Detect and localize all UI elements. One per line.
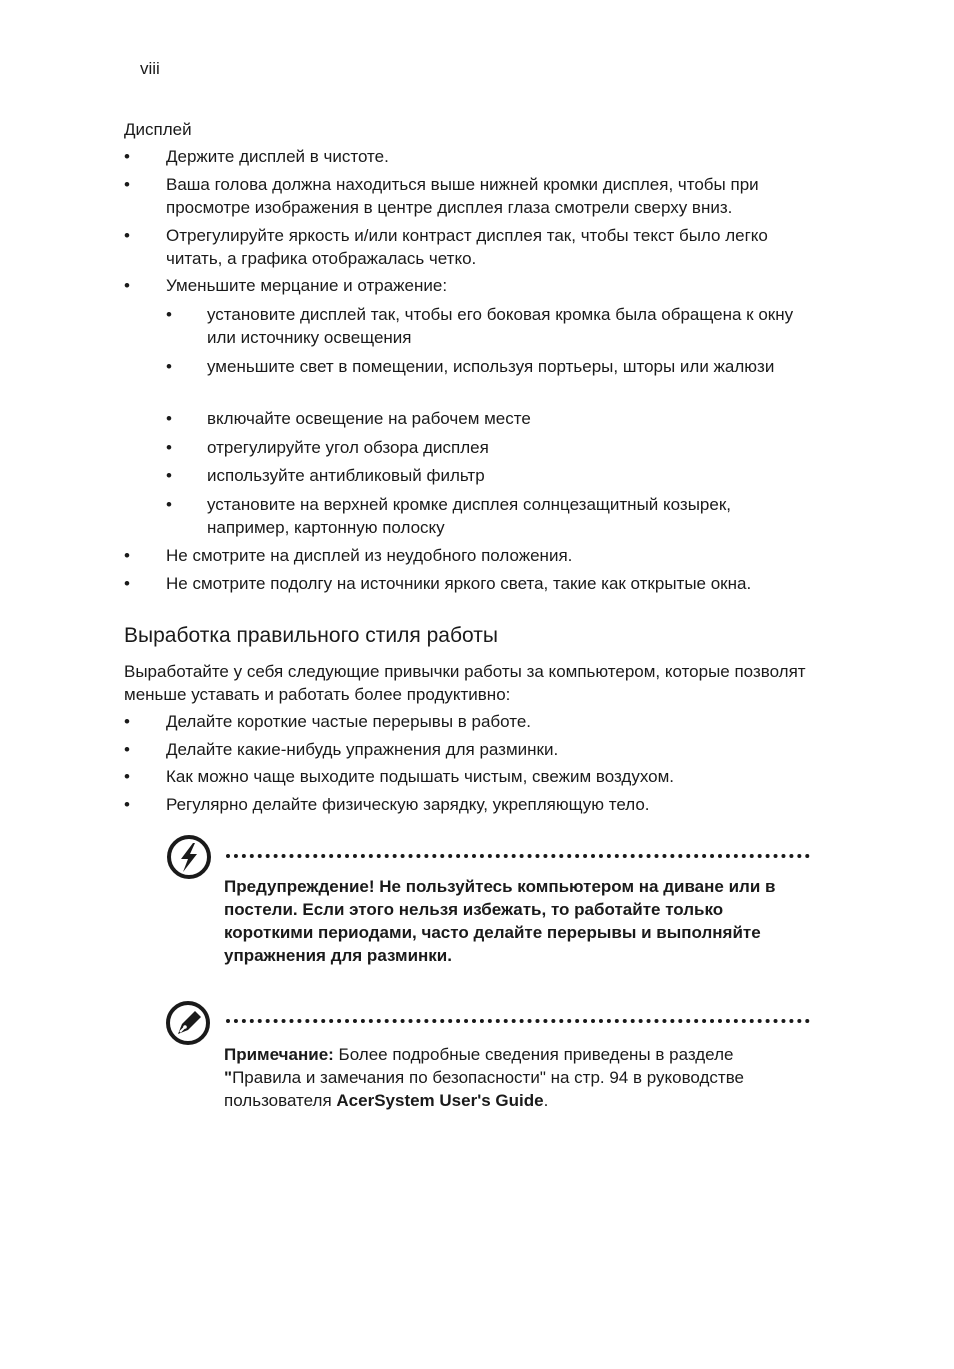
bullet: • <box>166 357 172 376</box>
bullet: • <box>124 767 130 786</box>
bullet: • <box>124 740 130 759</box>
guide-name: AcerSystem User's Guide <box>336 1091 544 1110</box>
sub-list-item-text: включайте освещение на рабочем месте <box>207 409 531 428</box>
sub-list-item-text: используйте антибликовый фильтр <box>207 466 485 485</box>
bullet: • <box>124 147 130 166</box>
note-quote-mark: " <box>224 1068 233 1087</box>
sub-list-item-text: уменьшите свет в помещении, используя портьеры, шторы или жалюзи <box>207 357 775 376</box>
bullet: • <box>166 466 172 485</box>
divider <box>226 854 810 858</box>
bullet: • <box>124 712 130 731</box>
divider <box>226 1019 810 1023</box>
note-text-part: Более подробные сведения приведены в разделе <box>333 1045 734 1064</box>
list-item-text: Делайте короткие частые перерывы в работе. <box>166 712 532 731</box>
note-text <box>224 1043 814 1112</box>
page-number: viii <box>140 59 160 78</box>
list-item-text: Ваша голова должна находиться выше нижней кромки дисплея, чтобы при просмотре изображения в центре дисплея глаза смотрели сверху вниз. <box>166 175 759 217</box>
bullet: • <box>166 409 172 428</box>
intro-paragraph: Выработайте у себя следующие привычки работы за компьютером, которые позволят меньше уставать и работать более продуктивно: <box>124 662 806 704</box>
bullet: • <box>166 438 172 457</box>
section-label-display: Дисплей <box>124 120 192 139</box>
note-end: . <box>543 1091 549 1110</box>
note-pen-icon <box>165 1000 211 1046</box>
list-item-text: Не смотрите подолгу на источники яркого света, такие как открытые окна. <box>166 574 752 593</box>
list-item-text: Держите дисплей в чистоте. <box>166 147 389 166</box>
sub-list-item-text: отрегулируйте угол обзора дисплея <box>207 438 489 457</box>
list-item-text: Делайте какие-нибудь упражнения для разминки. <box>166 740 559 759</box>
bullet: • <box>166 495 172 514</box>
section-heading: Выработка правильного стиля работы <box>124 624 498 647</box>
bullet: • <box>124 546 130 565</box>
list-item-text: Регулярно делайте физическую зарядку, укрепляющую тело. <box>166 795 650 814</box>
sub-list-item-text: установите на верхней кромке дисплея солнцезащитный козырек, например, картонную полоску <box>207 495 731 537</box>
list-item-text: Уменьшите мерцание и отражение: <box>166 276 448 295</box>
warning-text: Предупреждение! Не пользуйтесь компьютером на диване или в постели. Если этого нельзя избежать, то работайте только короткими периодами, часто делайте перерывы и выполняйте упражнения для разминки. <box>224 877 776 965</box>
note-text-part: Правила и замечания по безопасности" на стр. 94 в руководстве пользователя <box>224 1068 745 1110</box>
list-item-text: Не смотрите на дисплей из неудобного положения. <box>166 546 573 565</box>
sub-list-item-text: установите дисплей так, чтобы его боковая кромка была обращена к окну или источнику освещения <box>207 305 794 347</box>
list-item-text: Отрегулируйте яркость и/или контраст дисплея так, чтобы текст было легко читать, а графика отображалась четко. <box>166 226 768 268</box>
list-item-text: Как можно чаще выходите подышать чистым, свежим воздухом. <box>166 767 675 786</box>
bullet: • <box>124 276 130 295</box>
note-label: Примечание: <box>224 1045 334 1064</box>
bullet: • <box>124 574 130 593</box>
bullet: • <box>124 795 130 814</box>
bullet: • <box>124 175 130 194</box>
warning-lightning-icon <box>166 834 212 880</box>
bullet: • <box>124 226 130 245</box>
bullet: • <box>166 305 172 324</box>
